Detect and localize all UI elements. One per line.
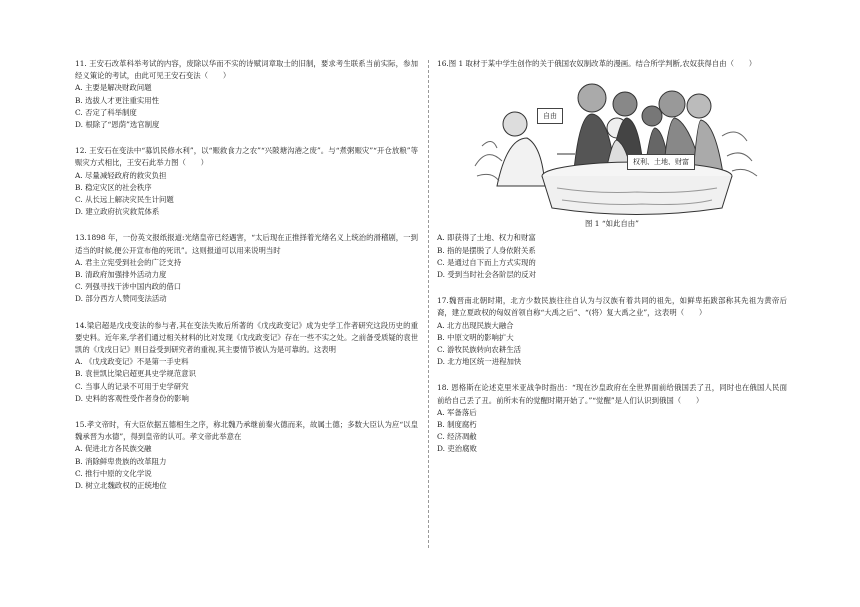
option-d: D. 树立北魏政权的正统地位 [75,481,167,491]
option-a: A. 北方出现民族大融合 [437,320,514,330]
option-d: D. 根除了“恩荫”选官制度 [75,120,160,130]
option-b: B. 中原文明的影响扩大 [437,332,514,342]
wealth-label: 权利、土地、财富 [627,154,695,170]
option-b: B. 袁世凯比梁启超更具史学规范意识 [75,369,196,379]
right-column [437,58,787,470]
option-d: D. 部分西方人赞同变法活动 [75,294,167,304]
question-stem: 16.图 1 取材于某中学生创作的关于俄国农奴制改革的漫画。结合所学判断,农奴获得自由（ ） [437,59,757,68]
option-c: C. 当事人的记录不可用于史学研究 [75,381,189,391]
option-d: D. 受到当时社会各阶层的反对 [437,270,537,280]
option-a: A. 尽量减轻政府的救灾负担 [75,170,167,180]
option-b: B. 稳定灾区的社会秩序 [75,182,152,192]
column-divider [428,60,429,548]
question-stem: 12. 王安石在变法中“募饥民修水利”，以“赈救食力之农”“兴陂塘沟港之废”。与“煮粥赈灾”“开仓放粮”等赈灾方式相比，王安石此举力图（ ） [75,146,418,168]
question-15 [75,419,418,492]
figure-caption: 图 1 “如此自由” [585,219,639,229]
option-c: C. 游牧民族转向农耕生活 [437,345,521,355]
option-d: D. 北方地区统一进程加快 [437,357,522,367]
option-d: D. 吏治腐败 [437,444,477,454]
question-stem: 17.魏晋南北朝时期，北方少数民族往往自认为与汉族有着共同的祖先，如鲜卑拓跋部称其先祖为黄帝后裔，建立夏政权的匈奴首领自称“大禹之后”、“(将）复大禹之业”，这表明（ ） [437,296,787,318]
option-d: D. 史料的客观性受作者身份的影响 [75,393,189,403]
question-14 [75,320,418,405]
option-d: D. 建立政府抗灾救荒体系 [75,207,160,217]
question-stem: 18. 恩格斯在论述克里米亚战争时指出：“现在沙皇政府在全世界面前给俄国丢了丑，同时也在俄国人民面前给自己丢了丑。前所未有的觉醒时期开始了。”“觉醒”是人们认识到俄国（ ） [437,383,787,405]
question-13 [75,232,418,305]
option-b: B. 消除鲜卑贵族的改革阻力 [75,456,167,466]
option-a: A. 主要是解决财政问题 [75,83,152,93]
cartoon-drawing [467,76,767,216]
question-11 [75,58,418,131]
option-a: A. 即获得了土地、权力和财富 [437,233,536,243]
question-stem: 15.孝文帝时，有大臣依据五德相生之序，称北魏乃承继前秦火德而来，故属土德；多数大臣认为应“以皇魏承晋为水德”，得到皇帝的认可。孝文帝此举意在 [75,420,418,442]
option-b: B. 指的是摆脱了人身依附关系 [437,245,536,255]
question-stem: 14.梁启超是戊戌变法的参与者,其在变法失败后所著的《戊戌政变记》成为史学工作者研究这段历史的重要史料。近年来,学者们通过相关材料的比对发现《戊戌政变记》存在一些不实之处。之前备受质疑的袁世凯的《戊戌日记》则日益受到研究者的重视,其主要情节被认为是可靠的。这表明 [75,320,418,355]
option-c: C. 列强寻找干涉中国内政的借口 [75,282,182,292]
option-b: B. 清政府加强排外活动力度 [75,270,167,280]
question-stem: 11. 王安石改革科举考试的内容，废除以华而不实的诗赋词章取士的旧制，要求考生联系当前实际，参加经义策论的考试，由此可见王安石变法（ ） [75,59,418,81]
option-b: B. 制度腐朽 [437,420,477,430]
option-a: A. 促进北方各民族交融 [75,444,152,454]
option-c: C. 否定了科举制度 [75,107,137,117]
option-c: C. 从长远上解决灾民生计问题 [75,195,174,205]
option-a: A. 君主立宪受到社会的广泛支持 [75,257,182,267]
question-12 [75,145,418,218]
question-18 [437,382,787,455]
cartoon-figure [467,76,767,216]
left-column [75,58,418,506]
option-a: A. 《戊戌政变记》不是第一手史料 [75,357,189,367]
option-b: B. 选拔人才更注重实用性 [75,95,160,105]
freedom-label: 自由 [537,108,563,124]
option-c: C. 推行中原的文化学说 [75,468,152,478]
question-16 [437,58,787,281]
option-c: C. 是通过自下而上方式实现的 [437,257,536,267]
option-a: A. 军备落后 [437,407,477,417]
option-c: C. 经济凋敝 [437,432,477,442]
question-17 [437,295,787,368]
question-stem: 13.1898 年，一份英文报纸报道:光绪皇帝已经遇害，“太后现在正推择着光绪名义上统治的滑稽剧，一到适当的时候,便公开宣布他的死讯”。这则报道可以用来说明当时 [75,233,418,255]
